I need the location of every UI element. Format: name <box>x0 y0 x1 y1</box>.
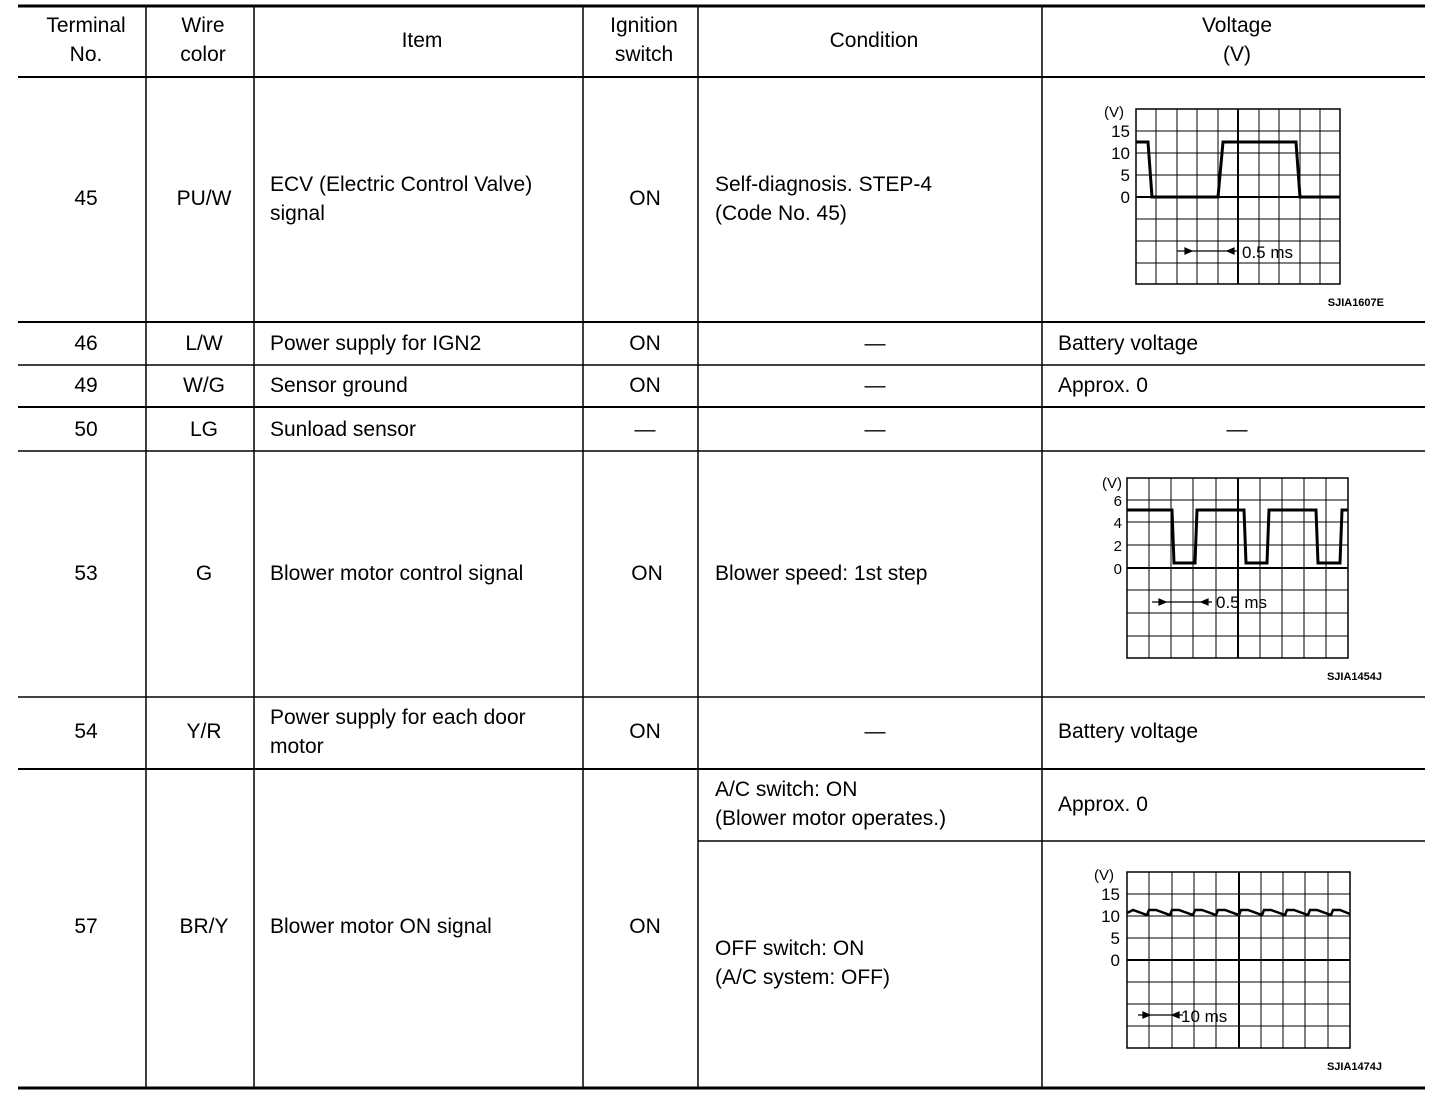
scope-time-label: 10 ms <box>1181 1007 1228 1026</box>
terminal-46-condition: — <box>864 332 886 355</box>
scope-y-unit: (V) <box>1094 867 1114 884</box>
terminal-45-wire: PU/W <box>176 187 232 210</box>
scope-y-tick: 0 <box>1110 951 1120 970</box>
scope-y-tick: 15 <box>1111 122 1130 141</box>
terminal-57-condition-off: OFF switch: ON (A/C system: OFF) <box>715 937 890 989</box>
scope-y-tick: 6 <box>1113 493 1122 510</box>
figure-id: SJIA1474J <box>1326 1061 1382 1073</box>
terminal-50-item: Sunload sensor <box>270 418 416 441</box>
terminal-57-voltage-ac-on: Approx. 0 <box>1058 793 1148 816</box>
terminal-53-number: 53 <box>74 562 98 585</box>
terminal-50-voltage: — <box>1226 418 1248 441</box>
terminal-50-wire: LG <box>189 418 219 441</box>
terminal-54-condition: — <box>864 720 886 743</box>
scope-y-tick: 0 <box>1120 188 1130 207</box>
terminal-53-wire: G <box>195 562 213 585</box>
terminal-54-wire: Y/R <box>186 720 222 743</box>
terminal-54-ignition: ON <box>629 720 661 743</box>
header-terminal-no: Terminal No. <box>46 14 126 66</box>
terminal-50-condition: — <box>864 418 886 441</box>
terminal-54-voltage: Battery voltage <box>1058 720 1199 743</box>
terminal-53-condition: Blower speed: 1st step <box>715 562 928 585</box>
header-wire-color: Wire color <box>180 14 226 66</box>
terminal-50-ignition: — <box>634 418 656 441</box>
header-condition: Condition <box>829 29 919 52</box>
scope-y-tick: 2 <box>1113 538 1122 555</box>
terminal-57-number: 57 <box>74 915 98 938</box>
terminal-49-number: 49 <box>74 374 98 397</box>
terminal-53-ignition: ON <box>631 562 663 585</box>
terminal-49-ignition: ON <box>629 374 661 397</box>
scope-y-tick: 10 <box>1111 144 1130 163</box>
terminal-57-item: Blower motor ON signal <box>270 915 492 938</box>
scope-time-label: 0.5 ms <box>1242 243 1294 262</box>
scope-y-unit: (V) <box>1102 475 1122 492</box>
scope-y-tick: 15 <box>1101 885 1120 904</box>
terminal-46-voltage: Battery voltage <box>1058 332 1199 355</box>
scope-y-tick: 4 <box>1113 515 1122 532</box>
scope-y-unit: (V) <box>1104 104 1124 121</box>
terminal-54-number: 54 <box>74 720 98 743</box>
terminal-50-number: 50 <box>74 418 98 441</box>
terminal-49-condition: — <box>864 374 886 397</box>
terminal-49-voltage: Approx. 0 <box>1058 374 1148 397</box>
terminal-57-condition-ac-on: A/C switch: ON (Blower motor operates.) <box>715 778 947 830</box>
scope-y-tick: 5 <box>1110 929 1120 948</box>
figure-id: SJIA1607E <box>1327 297 1384 309</box>
header-voltage: Voltage (V) <box>1201 14 1273 66</box>
terminal-46-number: 46 <box>74 332 98 355</box>
terminal-45-condition: Self-diagnosis. STEP-4 (Code No. 45) <box>715 173 933 225</box>
scope-y-tick: 10 <box>1101 907 1120 926</box>
terminal-46-item: Power supply for IGN2 <box>270 332 482 355</box>
figure-id: SJIA1454J <box>1326 671 1382 683</box>
terminal-49-wire: W/G <box>183 374 225 397</box>
terminal-57-wire: BR/Y <box>179 915 229 938</box>
terminal-49-item: Sensor ground <box>270 374 408 397</box>
terminal-46-wire: L/W <box>185 332 223 355</box>
terminal-54-item: Power supply for each door motor <box>270 706 526 758</box>
scope-y-tick: 5 <box>1120 166 1130 185</box>
terminal-45-item: ECV (Electric Control Valve) signal <box>270 173 533 225</box>
header-item: Item <box>401 29 443 52</box>
terminal-53-item: Blower motor control signal <box>270 562 524 585</box>
terminal-45-number: 45 <box>74 187 98 210</box>
terminal-45-ignition: ON <box>629 187 661 210</box>
terminal-57-ignition: ON <box>629 915 661 938</box>
header-ignition-switch: Ignition switch <box>610 14 678 66</box>
scope-time-label: 0.5 ms <box>1216 593 1268 612</box>
scope-y-tick: 0 <box>1113 561 1122 578</box>
terminal-46-ignition: ON <box>629 332 661 355</box>
